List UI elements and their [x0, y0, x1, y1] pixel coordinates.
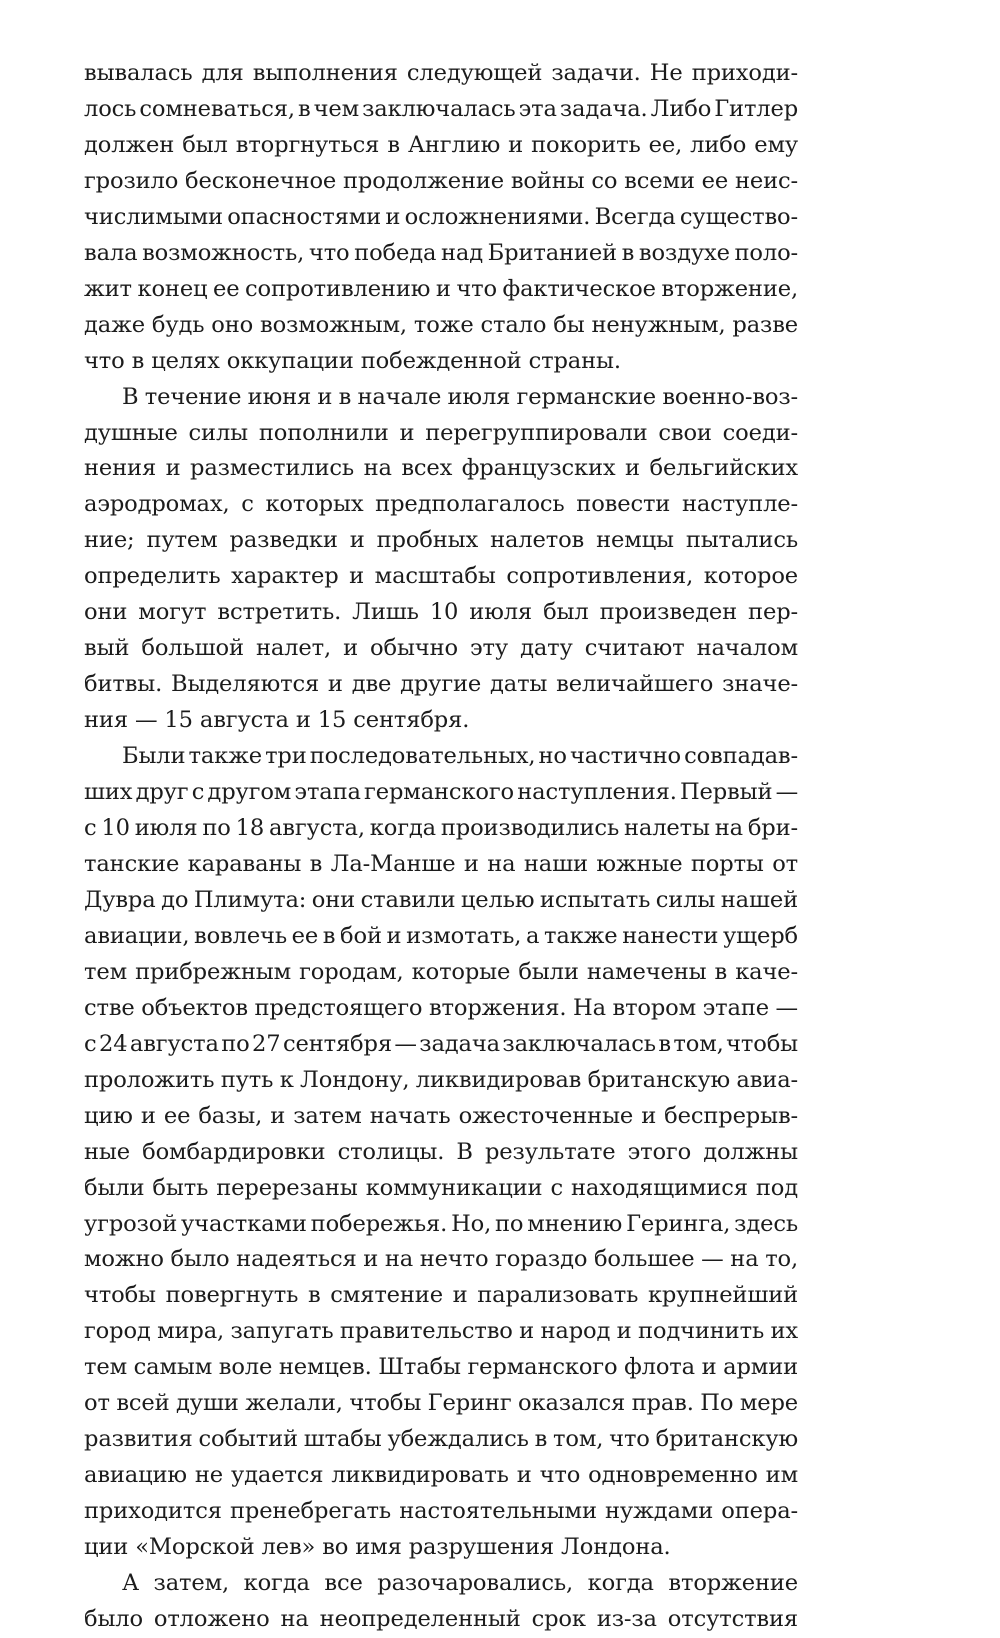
paragraph-1 — [84, 56, 798, 380]
text-line: ные бомбардировки столицы. В результате этого должны — [84, 1138, 798, 1165]
book-page — [84, 56, 798, 1638]
text-line: они могут встретить. Лишь 10 июля был произведен пер- — [84, 599, 798, 626]
text-line: битвы. Выделяются и две другие даты величайшего значе- — [84, 671, 799, 698]
text-line: танские караваны в Ла-Манше и на наши южные порты от — [84, 850, 798, 877]
text-line: аэродромах, с которых предполагалось повести наступле- — [84, 491, 798, 518]
text-line: ции «Морской лев» во имя разрушения Лондона. — [84, 1534, 671, 1561]
text-line: тем самым воле немцев. Штабы германского флота и армии — [84, 1354, 799, 1381]
text-line: должен был вторгнуться в Англию и покорить ее, либо ему — [84, 131, 799, 158]
text-line: Дувра до Плимута: они ставили целью испытать силы нашей — [84, 886, 798, 913]
text-line: авиацию не удается ликвидировать и что одновременно им — [84, 1462, 799, 1489]
text-line: что в целях оккупации побежденной страны. — [84, 347, 621, 374]
text-line: числимыми опасностями и осложнениями. Всегда существо- — [84, 203, 798, 230]
text-line: даже будь оно возможным, тоже стало бы ненужным, разве — [84, 311, 799, 338]
text-line: жит конец ее сопротивлению и что фактическое вторжение, — [84, 275, 798, 302]
text-line: развития событий штабы убеждались в том, что британскую — [84, 1426, 799, 1453]
paragraph-2 — [84, 380, 798, 740]
text-line: В течение июня и в начале июля германские военно-воз- — [122, 383, 798, 410]
text-line: душные силы пополнили и перегруппировали свои соеди- — [84, 419, 798, 446]
text-line: ших друг с другом этапа германского наступления. Первый — — [84, 779, 799, 806]
text-line: вала возможность, что победа над Британией в воздухе поло- — [84, 239, 799, 266]
text-line: приходится пренебрегать настоятельными нуждами опера- — [84, 1498, 798, 1525]
text-line: Были также три последовательных, но частично совпадав- — [122, 743, 798, 770]
text-line: тем прибрежным городам, которые были намечены в каче- — [84, 958, 798, 985]
text-line: проложить путь к Лондону, ликвидировав британскую авиа- — [84, 1066, 799, 1093]
text-line: были быть перерезаны коммуникации с находящимися под — [84, 1174, 798, 1201]
text-line: А затем, когда все разочаровались, когда вторжение — [122, 1570, 798, 1597]
text-line: можно было надеяться и на нечто гораздо большее — на то, — [84, 1246, 799, 1273]
text-line: определить характер и масштабы сопротивления, которое — [84, 563, 798, 590]
text-line: ние; путем разведки и пробных налетов немцы пытались — [84, 527, 798, 554]
text-line: цию и ее базы, и затем начать ожесточенные и беспрерыв- — [84, 1102, 798, 1129]
text-line: с 24 августа по 27 сентября — задача заключалась в том, чтобы — [84, 1030, 798, 1057]
text-line: авиации, вовлечь ее в бой и измотать, а также нанести ущерб — [84, 922, 798, 949]
text-line: грозило бесконечное продолжение войны со всеми ее неис- — [84, 167, 798, 194]
text-line: вый большой налет, и обычно эту дату считают началом — [84, 635, 798, 662]
text-line: вывалась для выполнения следующей задачи. Не приходи- — [84, 60, 798, 86]
text-line: нения и разместились на всех французских и бельгийских — [84, 455, 799, 482]
text-line: стве объектов предстоящего вторжения. На втором этапе — — [84, 994, 798, 1021]
text-line: ния — 15 августа и 15 сентября. — [84, 707, 470, 734]
text-line: лось сомневаться, в чем заключалась эта задача. Либо Гитлер — [84, 95, 799, 122]
text-line: угрозой участками побережья. Но, по мнению Геринга, здесь — [84, 1210, 798, 1237]
text-line: город мира, запугать правительство и народ и подчинить их — [84, 1318, 798, 1345]
text-line: было отложено на неопределенный срок из-за отсутствия — [84, 1605, 799, 1632]
text-line: от всей души желали, чтобы Геринг оказался прав. По мере — [84, 1390, 798, 1417]
text-line: с 10 июля по 18 августа, когда производились налеты на бри- — [84, 815, 798, 842]
text-line: чтобы повергнуть в смятение и парализовать крупнейший — [84, 1282, 799, 1309]
paragraph-4 — [84, 1566, 798, 1638]
paragraph-3 — [84, 739, 798, 1566]
